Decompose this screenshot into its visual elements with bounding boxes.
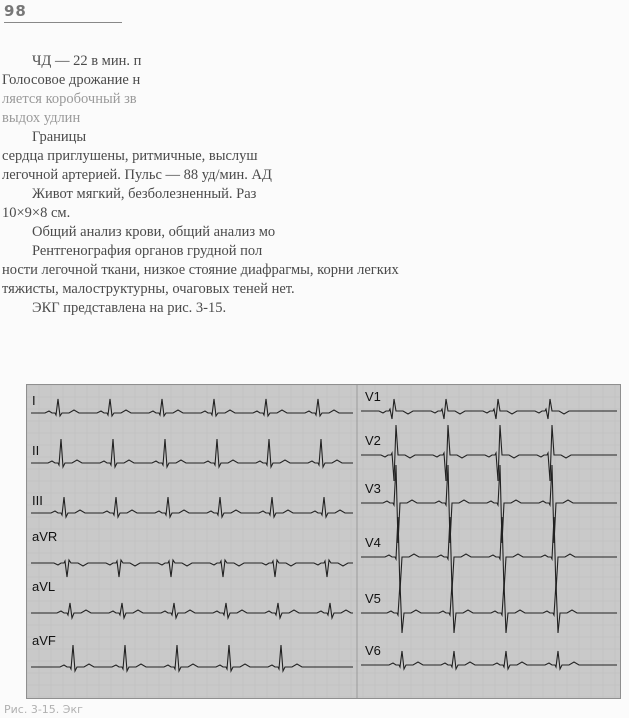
- ecg-lead-label-V1: V1: [365, 389, 381, 404]
- ecg-trace-V5: [361, 583, 617, 633]
- figure-caption: Рис. 3-15. Экг: [4, 703, 83, 716]
- text-line-11: Рентгенография органов грудной пол: [32, 243, 263, 259]
- text-line-2: Голосовое дрожание н: [2, 72, 141, 88]
- ecg-lead-label-I: I: [32, 393, 36, 408]
- ecg-lead-label-V6: V6: [365, 643, 381, 658]
- text-line-12: ности легочной ткани, низкое стояние диафрагмы, корни легких: [2, 262, 399, 278]
- ecg-trace-V2: [361, 425, 617, 481]
- text-line-5: Границы: [32, 129, 87, 145]
- text-line-3: ляется коробочный зв: [2, 91, 137, 107]
- ecg-lead-label-III: III: [32, 493, 43, 508]
- ecg-trace-II: [31, 439, 353, 467]
- ecg-trace-V3: [361, 465, 617, 543]
- text-line-6: сердца приглушены, ритмичные, выслуш: [2, 148, 258, 164]
- ecg-lead-label-V4: V4: [365, 535, 381, 550]
- text-line-8: Живот мягкий, безболезненный. Раз: [32, 186, 257, 202]
- text-line-13: тяжисты, малоструктурны, очаговых теней нет.: [2, 281, 295, 297]
- ecg-figure: [26, 384, 621, 699]
- ecg-tracing: [27, 385, 620, 698]
- ecg-lead-label-V3: V3: [365, 481, 381, 496]
- text-line-14: ЭКГ представлена на рис. 3-15.: [32, 300, 227, 316]
- ecg-lead-label-II: II: [32, 443, 40, 458]
- text-line-7: легочной артерией. Пульс — 88 уд/мин. АД: [2, 167, 272, 183]
- ecg-trace-aVL: [31, 603, 353, 618]
- text-line-10: Общий анализ крови, общий анализ мо: [32, 224, 276, 240]
- body-text: [2, 52, 624, 318]
- ecg-lead-label-aVL: aVL: [32, 579, 56, 594]
- text-line-4: выдох удлин: [2, 110, 81, 126]
- ecg-trace-aVR: [31, 560, 353, 577]
- ecg-trace-V6: [361, 651, 617, 669]
- text-line-9: 10×9×8 см.: [2, 205, 71, 221]
- ecg-lead-label-V2: V2: [365, 433, 381, 448]
- page-number: 98: [4, 2, 27, 20]
- ecg-lead-label-V5: V5: [365, 591, 381, 606]
- text-line-1: ЧД — 22 в мин. п: [32, 53, 142, 69]
- ecg-trace-I: [31, 399, 353, 416]
- top-rule: [4, 22, 122, 23]
- ecg-trace-V4: [361, 517, 617, 591]
- ecg-lead-label-aVF: aVF: [32, 633, 56, 648]
- ecg-trace-III: [31, 497, 353, 517]
- ecg-lead-label-aVR: aVR: [32, 529, 58, 544]
